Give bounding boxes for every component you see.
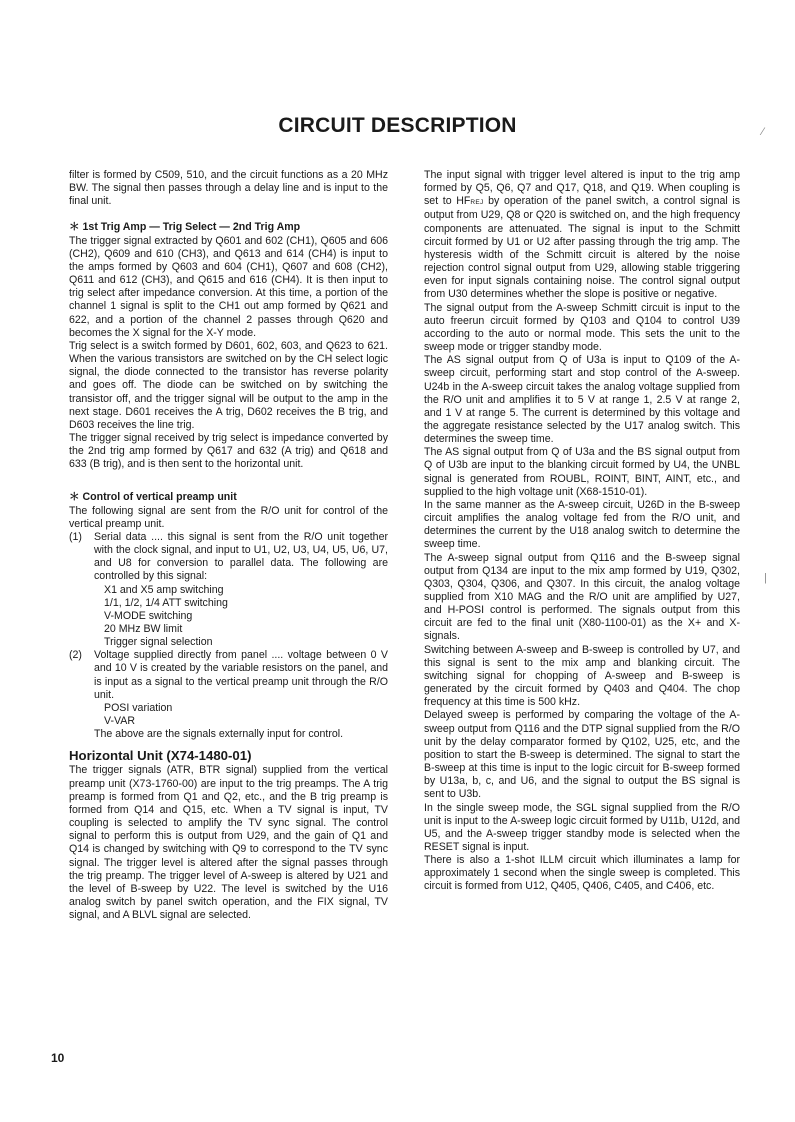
list-number: (2) [69,649,82,662]
scan-mark: ⁄ [762,126,764,138]
section-heading-vertical-preamp-control: ＊ Control of vertical preamp unit [69,491,237,504]
control-signal-list [69,531,388,742]
paragraph: In the same manner as the A-sweep circuit, U26D in the B-sweep circuit amplifies the analog voltage fed from the R/O unit, and determines the current by the U18 analog switch to determine the sweep time. [424,498,740,551]
paragraph: The trigger signal extracted by Q601 and 602 (CH1), Q605 and 606 (CH2), Q609 and 610 (CH3), and Q613 and 614 (CH4) is input to the amps formed by Q603 and 604 (CH1), Q607 and 608 (CH2), Q611 and 612 (CH3), and Q615 and 616 (CH4). It is then input to trig select after impedance conversion. At this time, a portion of the channel 1 signal is split to the CH1 out amp formed by Q621 and 622, and a portion of the channel 2 passes through Q620 and becomes the X signal for the X-Y mode. [69,234,388,339]
left-column [69,169,388,922]
list-item [69,649,388,741]
paragraph: Delayed sweep is performed by comparing the voltage of the A-sweep output from Q116 and the DTP signal supplied from the R/O unit by the delay comparator formed by Q102, U25, etc, and the position to start the B-sweep is determined. The signal to start the B-sweep at this time is input to the logic circuit for B-sweep formed by U13a, b, c, and U6, and the signal to output the BS signal is sent to U3b. [424,709,740,801]
paragraph: The A-sweep signal output from Q116 and the B-sweep signal output from Q134 are input to the mix amp formed by U19, Q302, Q303, Q304, Q306, and Q307. In this circuit, the analog voltage supplied from X10 MAG and the R/O unit are amplified by U27, and H-POSI control is performed. The signals output from this circuit are fed to the final unit (X80-1100-01) as the X+ and X- signals. [424,551,740,643]
list-number: (1) [69,530,82,543]
controlled-items [94,584,388,650]
controlled-item: V-MODE switching [104,609,193,622]
controlled-item: 20 MHz BW limit [104,623,183,635]
paragraph: The following signal are sent from the R/O unit for control of the vertical preamp unit. [69,504,388,530]
section-heading-horizontal-unit: Horizontal Unit (X74-1480-01) [69,748,252,764]
list-item-text: Voltage supplied directly from panel .... voltage between 0 V and 10 V is created by the variable resistors on the panel, and is input as a signal to the vertical preamp unit through the R/O unit. [94,649,388,701]
controlled-item: POSI variation [104,701,173,714]
text-run: by operation of the panel switch, a control signal is output from U29, Q8 or Q20 is switched on, and the high frequency components are attenuated. The signal is input to the Schmitt circuit formed by U1 or U2 after passing through the trig amp. The hysteresis width of the Schmitt circuit is altered by the noise rejection control signal output from U29, allowing stable triggering even for input signals containing noise. The control signal output from U30 determines whether the slope is positive or negative. [424,195,740,301]
paragraph: The trigger signals (ATR, BTR signal) supplied from the vertical preamp unit (X73-1760-00) are input to the trig preamps. The A trig preamp is formed from Q1 and Q2, etc., and the B trig preamp is formed from Q14 and Q15, etc. When a TV signal is input, TV coupling is selected to amplify the TV sync signal. The control signal to perform this is output from U29, and the gain of Q1 and Q14 is changed by switching with Q9 to correspond to the TV sync signal. The trigger level is altered after the signal passes through the trig preamp. The trigger level of A-sweep is altered by U21 and the level of B-sweep by U22. The level is switched by the U16 analog switch by panel switch operation, and the FIX signal, TV signal, and A BLVL signal are selected. [69,764,388,922]
paragraph: Switching between A-sweep and B-sweep is controlled by U7, and this signal is sent to the mix amp and blanking circuit. The switching signal for chopping of A-sweep and B-sweep is generated by the circuit formed by Q403 and Q404. The chop frequency at this time is 500 kHz. [424,643,740,709]
list-item-text: Serial data .... this signal is sent from the R/O unit together with the clock signal, and input to U1, U2, U3, U4, U5, U6, U7, and U8 for conversion to parallel data. The following are controlled by this signal: [94,530,388,583]
page-number: 10 [51,1051,65,1065]
paragraph: filter is formed by C509, 510, and the circuit functions as a 20 MHz BW. The signal then passes through a delay line and is input to the final unit. [69,169,388,208]
paragraph: The trigger signal received by trig select is impedance converted by the 2nd trig amp formed by Q617 and 632 (A trig) and Q618 and 633 (B trig), and is then sent to the horizontal unit. [69,431,388,471]
list-item-tail: The above are the signals externally input for control. [94,728,344,741]
controlled-item: X1 and X5 amp switching [104,583,224,596]
paragraph: The AS signal output from Q of U3a is input to Q109 of the A-sweep circuit, performing start and stop control of the A-sweep. U24b in the A-sweep circuit takes the analog voltage supplied from the R/O unit and amplifies it to 5 V at range 1, 2.5 V at range 2, and 1 V at range 5. The current is determined by this voltage and the aggregate resistance selected by the U17 analog switch. This determines the sweep time. [424,354,740,446]
controlled-item: 1/1, 1/2, 1/4 ATT switching [104,596,228,609]
text-run: The input signal with trigger level altered is input to the trig amp formed by Q5, Q6, Q7 and Q17, Q18, and Q19. When coupling is set to HF [424,169,740,208]
controlled-item: V-VAR [104,715,136,728]
controlled-items [94,702,388,728]
right-column [424,169,740,894]
paragraph: There is also a 1-shot ILLM circuit which illuminates a lamp for approximately 1 second when the single sweep is completed. This circuit is formed from U12, Q405, Q406, C405, and C406, etc. [424,854,740,893]
list-item [69,531,388,649]
paragraph: Trig select is a switch formed by D601, 602, 603, and Q623 to 621. When the various transistors are switched on by the CH select logic signal, the diode connected to the transistor has reverse polarity and goes off. The diode can be switched on by switching the transistor off, and the trigger signal will be output to the amp in the next stage. D601 receives the A trig, D602 receives the B trig, and D603 receives the line trig. [69,339,388,431]
subscript-rej: REJ [470,199,484,207]
paragraph: The AS signal output from Q of U3a and the BS signal output from Q of U3b are input to the blanking circuit formed by U4, the UNBL signal is generated from ROUBL, ROINT, BINT, AINT, etc., and supplied to the high voltage unit (X68-1510-01). [424,446,740,498]
controlled-item: Trigger signal selection [104,636,213,649]
scan-mark: | [764,572,767,584]
paragraph: The signal output from the A-sweep Schmitt circuit is input to the auto freerun circuit formed by Q103 and Q104 to control U39 according to the auto or normal mode. This sets the unit to the sweep mode or trigger standby mode. [424,301,740,354]
paragraph [424,169,740,302]
paragraph: In the single sweep mode, the SGL signal supplied from the R/O unit is input to the A-sweep logic circuit formed by U11b, U12d, and U5, and the A-sweep trigger standby mode is selected when the RESET signal is input. [424,801,740,853]
section-heading-trig-amp: ＊ 1st Trig Amp — Trig Select — 2nd Trig Amp [69,221,301,234]
page-title: CIRCUIT DESCRIPTION [278,114,517,137]
